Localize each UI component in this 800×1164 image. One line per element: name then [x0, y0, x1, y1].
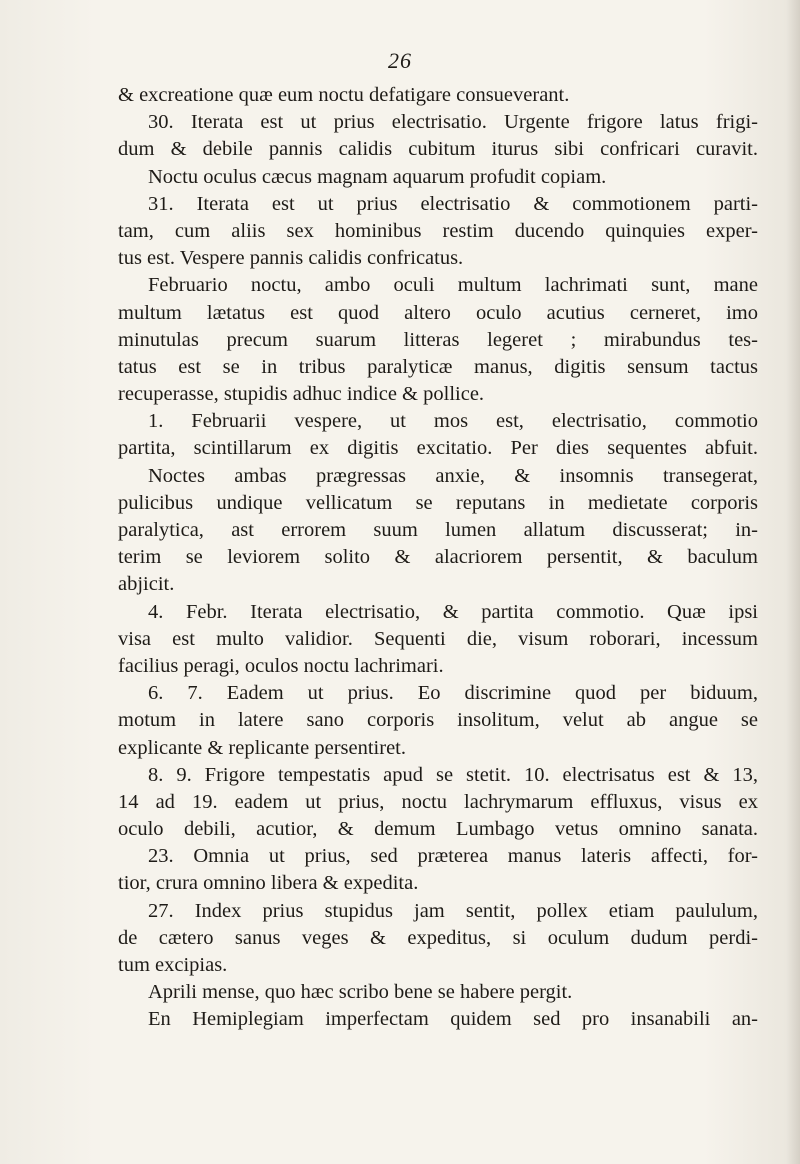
page-edge-shadow	[786, 0, 800, 1164]
text-line: tatus est se in tribus paralyticæ manus, digitis sensum tactus	[118, 355, 758, 378]
text-line: 31. Iterata est ut prius electrisatio & commotionem parti-	[148, 192, 758, 215]
text-line: 27. Index prius stupidus jam sentit, pollex etiam paululum,	[148, 899, 758, 922]
text-line: tam, cum aliis sex hominibus restim ducendo quinquies exper-	[118, 219, 758, 242]
text-line: 4. Febr. Iterata electrisatio, & partita commotio. Quæ ipsi	[148, 600, 758, 623]
text-line: Noctes ambas prægressas anxie, & insomnis transegerat,	[148, 464, 758, 487]
text-line: 1. Februarii vespere, ut mos est, electrisatio, commotio	[148, 410, 758, 433]
text-line: oculo debili, acutior, & demum Lumbago vetus omnino sanata.	[118, 818, 758, 841]
text-line: Februario noctu, ambo oculi multum lachrimati sunt, mane	[148, 274, 758, 297]
text-line: tum excipias.	[118, 954, 228, 976]
text-line: multum lætatus est quod altero oculo acutius cerneret, imo	[118, 301, 758, 324]
text-line: Noctu oculus cæcus magnam aquarum profudit copiam.	[148, 165, 607, 188]
text-line: Aprili mense, quo hæc scribo bene se habere pergit.	[148, 981, 573, 1004]
text-line: visa est multo validior. Sequenti die, visum roborari, incessum	[118, 627, 758, 650]
text-line: terim se leviorem solito & alacriorem persentit, & baculum	[118, 546, 758, 569]
text-line: dum & debile pannis calidis cubitum iturus sibi confricari curavit.	[118, 138, 758, 161]
text-line: 14 ad 19. eadem ut prius, noctu lachrymarum effluxus, visus ex	[118, 790, 758, 813]
text-line: partita, scintillarum ex digitis excitatio. Per dies sequentes abfuit.	[118, 437, 758, 460]
page-number: 26	[388, 48, 412, 73]
text-line: 23. Omnia ut prius, sed præterea manus lateris affecti, for-	[148, 845, 758, 868]
text-line: En Hemiplegiam imperfectam quidem sed pro insanabili an-	[148, 1008, 758, 1031]
text-line: facilius peragi, oculos noctu lachrimari.	[118, 654, 444, 677]
text-line: de cætero sanus veges & expeditus, si oculum dudum perdi-	[118, 926, 758, 949]
body-text	[118, 82, 758, 1034]
text-line: abjicit.	[118, 573, 175, 596]
text-line: motum in latere sano corporis insolitum, velut ab angue se	[118, 709, 758, 732]
text-line: 30. Iterata est ut prius electrisatio. Urgente frigore latus frigi-	[148, 111, 758, 134]
text-line: recuperasse, stupidis adhuc indice & pollice.	[118, 383, 485, 406]
text-line: explicante & replicante persentiret.	[118, 736, 407, 759]
text-line: paralytica, ast errorem suum lumen allatum discusserat; in-	[118, 519, 758, 541]
text-line: pulicibus undique vellicatum se reputans in medietate corporis	[118, 491, 758, 514]
text-line: tior, crura omnino libera & expedita.	[118, 872, 419, 895]
text-line: minutulas precum suarum litteras legeret ; mirabundus tes-	[118, 328, 758, 351]
text-line: & excreatione quæ eum noctu defatigare consueverant.	[118, 84, 570, 106]
text-line: 8. 9. Frigore tempestatis apud se stetit. 10. electrisatus est & 13,	[148, 763, 758, 786]
text-line: tus est. Vespere pannis calidis confricatus.	[118, 247, 464, 270]
text-line: 6. 7. Eadem ut prius. Eo discrimine quod per biduum,	[148, 682, 758, 705]
